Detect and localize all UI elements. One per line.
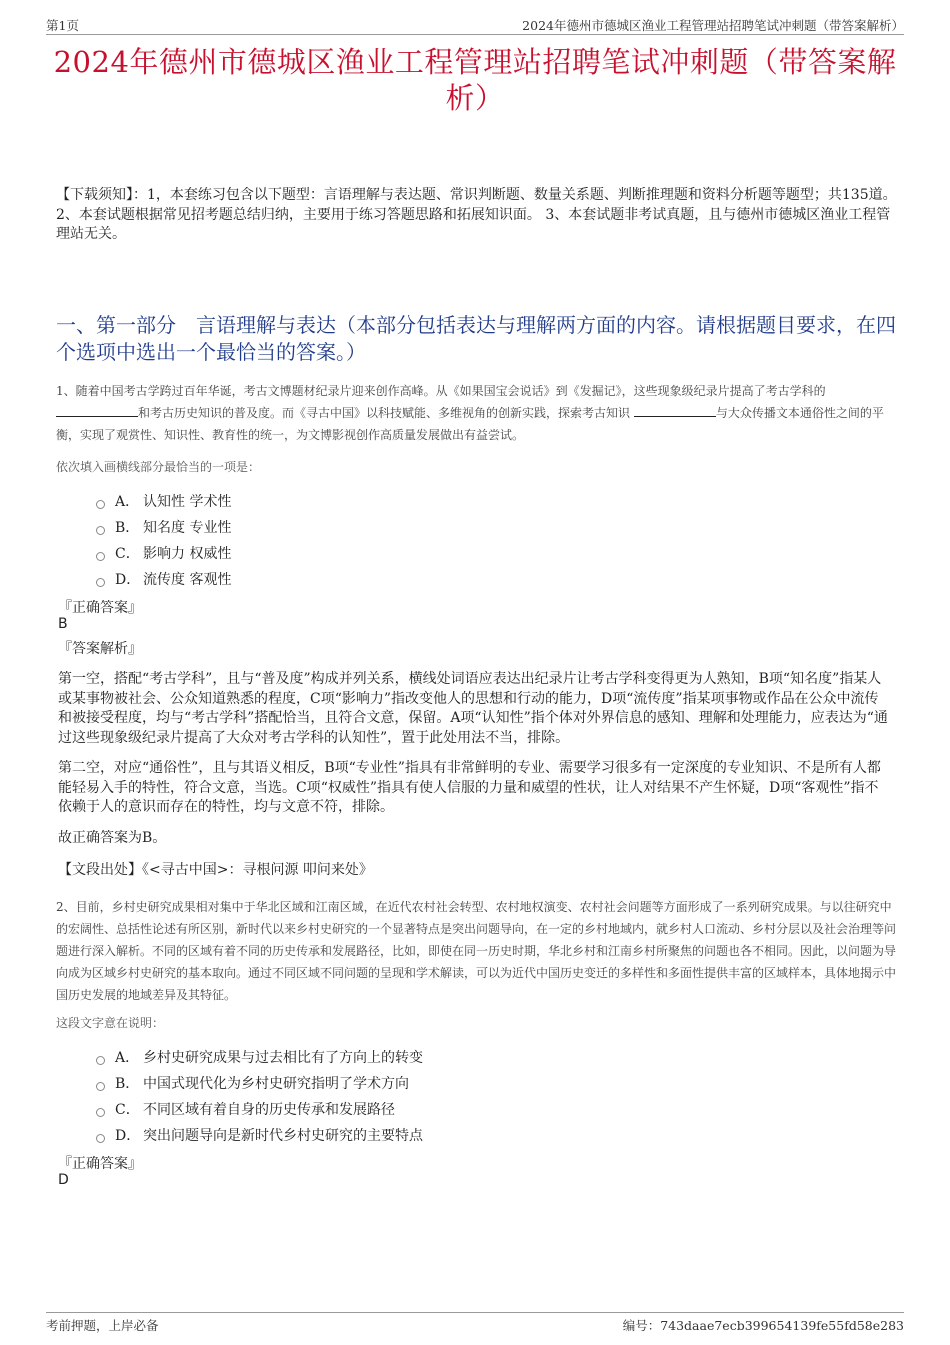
question-1-text-b: 和考古历史知识的普及度。而《寻古中国》以科技赋能、多维视角的创新实践，探索考古知识 — [138, 406, 634, 420]
correct-answer: D — [58, 1172, 69, 1188]
radio-icon[interactable] — [96, 1108, 105, 1117]
option-d[interactable]: D． 流传度 客观性 — [96, 566, 696, 592]
option-a[interactable]: A． 乡村史研究成果与过去相比有了方向上的转变 — [96, 1044, 696, 1070]
section-heading: 一、第一部分 言语理解与表达（本部分包括表达与理解两方面的内容。请根据题目要求，在四个选项中选出一个最恰当的答案。） — [56, 313, 896, 364]
fill-blank — [56, 406, 138, 417]
analysis-label: 『答案解析』 — [58, 641, 142, 657]
question-1-text-a: 1、随着中国考古学跨过百年华诞，考古文博题材纪录片迎来创作高峰。从《如果国宝会说话》到《发掘记》，这些现象级纪录片提高了考古学科的 — [56, 384, 826, 398]
answer-label: 『正确答案』 — [58, 1156, 142, 1172]
correct-answer: B — [58, 616, 68, 632]
question-2-options — [96, 1044, 696, 1148]
footer-slogan: 考前押题，上岸必备 — [46, 1318, 159, 1333]
radio-icon[interactable] — [96, 526, 105, 535]
radio-icon[interactable] — [96, 500, 105, 509]
page-number: 第1页 — [46, 18, 79, 33]
question-1-prompt: 依次填入画横线部分最恰当的一项是： — [56, 460, 261, 474]
radio-icon[interactable] — [96, 1056, 105, 1065]
question-1-options — [96, 488, 696, 592]
question-2-prompt: 这段文字意在说明： — [56, 1016, 165, 1030]
header-doc-title: 2024年德州市德城区渔业工程管理站招聘笔试冲刺题（带答案解析） — [522, 18, 904, 33]
radio-icon[interactable] — [96, 552, 105, 561]
answer-label: 『正确答案』 — [58, 600, 142, 616]
option-d[interactable]: D． 突出问题导向是新时代乡村史研究的主要特点 — [96, 1122, 696, 1148]
option-c[interactable]: C． 不同区域有着自身的历史传承和发展路径 — [96, 1096, 696, 1122]
option-b[interactable]: B． 知名度 专业性 — [96, 514, 696, 540]
option-c[interactable]: C． 影响力 权威性 — [96, 540, 696, 566]
option-b[interactable]: B． 中国式现代化为乡村史研究指明了学术方向 — [96, 1070, 696, 1096]
document-id: 编号：743daae7ecb399654139fe55fd58e283 — [622, 1318, 904, 1333]
question-1-stem — [56, 380, 898, 446]
option-a[interactable]: A． 认知性 学术性 — [96, 488, 696, 514]
radio-icon[interactable] — [96, 1082, 105, 1091]
page-footer — [46, 1312, 904, 1333]
source-citation: 【文段出处】《<寻古中国>：寻根问源 叩问来处》 — [58, 862, 373, 878]
analysis-paragraph-1: 第一空，搭配“考古学科”，且与“普及度”构成并列关系，横线处词语应表达出纪录片让考古学科变得更为人熟知，B项“知名度”指某人或某事物被社会、公众知道熟悉的程度，C项“影响力”指改变他人的思想和行动的能力，D项“流传度”指某项事物或作品在公众中流传和被接受程度，均与“考古学科”搭配恰当，且符合文意，保留。A项“认知性”指个体对外界信息的感知、理解和处理能力，应表达为“通过这些现象级纪录片提高了大众对考古学科的认知性”，置于此处用法不当，排除。 — [58, 671, 888, 746]
question-1-text-c: 与大众传播文本通俗性之间的平衡，实现了观赏性、知识性、教育性的统一，为文博影视创作高质量发展做出有益尝试。 — [56, 406, 884, 442]
document-title: 2024年德州市德城区渔业工程管理站招聘笔试冲刺题（带答案解析） — [53, 45, 897, 115]
radio-icon[interactable] — [96, 1134, 105, 1143]
analysis-conclusion: 故正确答案为B。 — [58, 830, 167, 846]
question-2-stem: 2、目前，乡村史研究成果相对集中于华北区域和江南区域，在近代农村社会转型、农村地权演变、农村社会问题等方面形成了一系列研究成果。与以往研究中的宏阔性、总括性论述有所区别，新时代以来乡村史研究的一个显著特点是突出问题导向，在一定的乡村地域内，就乡村人口流动、乡村分层以及社会治理等问题进行深入解析。不同的区域有着不同的历史传承和发展路径，比如，即使在同一历史时期，华北乡村和江南乡村所聚焦的问题也各不相同。因此，以问题为导向成为区域乡村史研究的基本取向。通过不同区域不同问题的呈现和学术解读，可以为近代中国历史变迁的多样性和多面性提供丰富的区域样本，具体地揭示中国历史发展的地域差异及其特征。 — [56, 900, 897, 1002]
analysis-paragraph-2: 第二空，对应“通俗性”，且与其语义相反，B项“专业性”指具有非常鲜明的专业、需要学习很多有一定深度的专业知识、不是所有人都能轻易入手的特性，符合文意，当选。C项“权威性”指具有使人信服的力量和威望的性状，让人对结果不产生怀疑，D项“客观性”指不依赖于人的意识而存在的特性，均与文意不符，排除。 — [58, 760, 881, 815]
radio-icon[interactable] — [96, 578, 105, 587]
page-header — [46, 14, 904, 35]
download-notice: 【下载须知】：1，本套练习包含以下题型：言语理解与表达题、常识判断题、数量关系题、判断推理题和资料分析题等题型；共135道。 2、本套试题根据常见招考题总结归纳，主要用于练习答题思路和拓展知识面。 3、本套试题非考试真题，且与德州市德城区渔业工程管理站无关。 — [56, 187, 897, 242]
fill-blank — [634, 406, 716, 417]
